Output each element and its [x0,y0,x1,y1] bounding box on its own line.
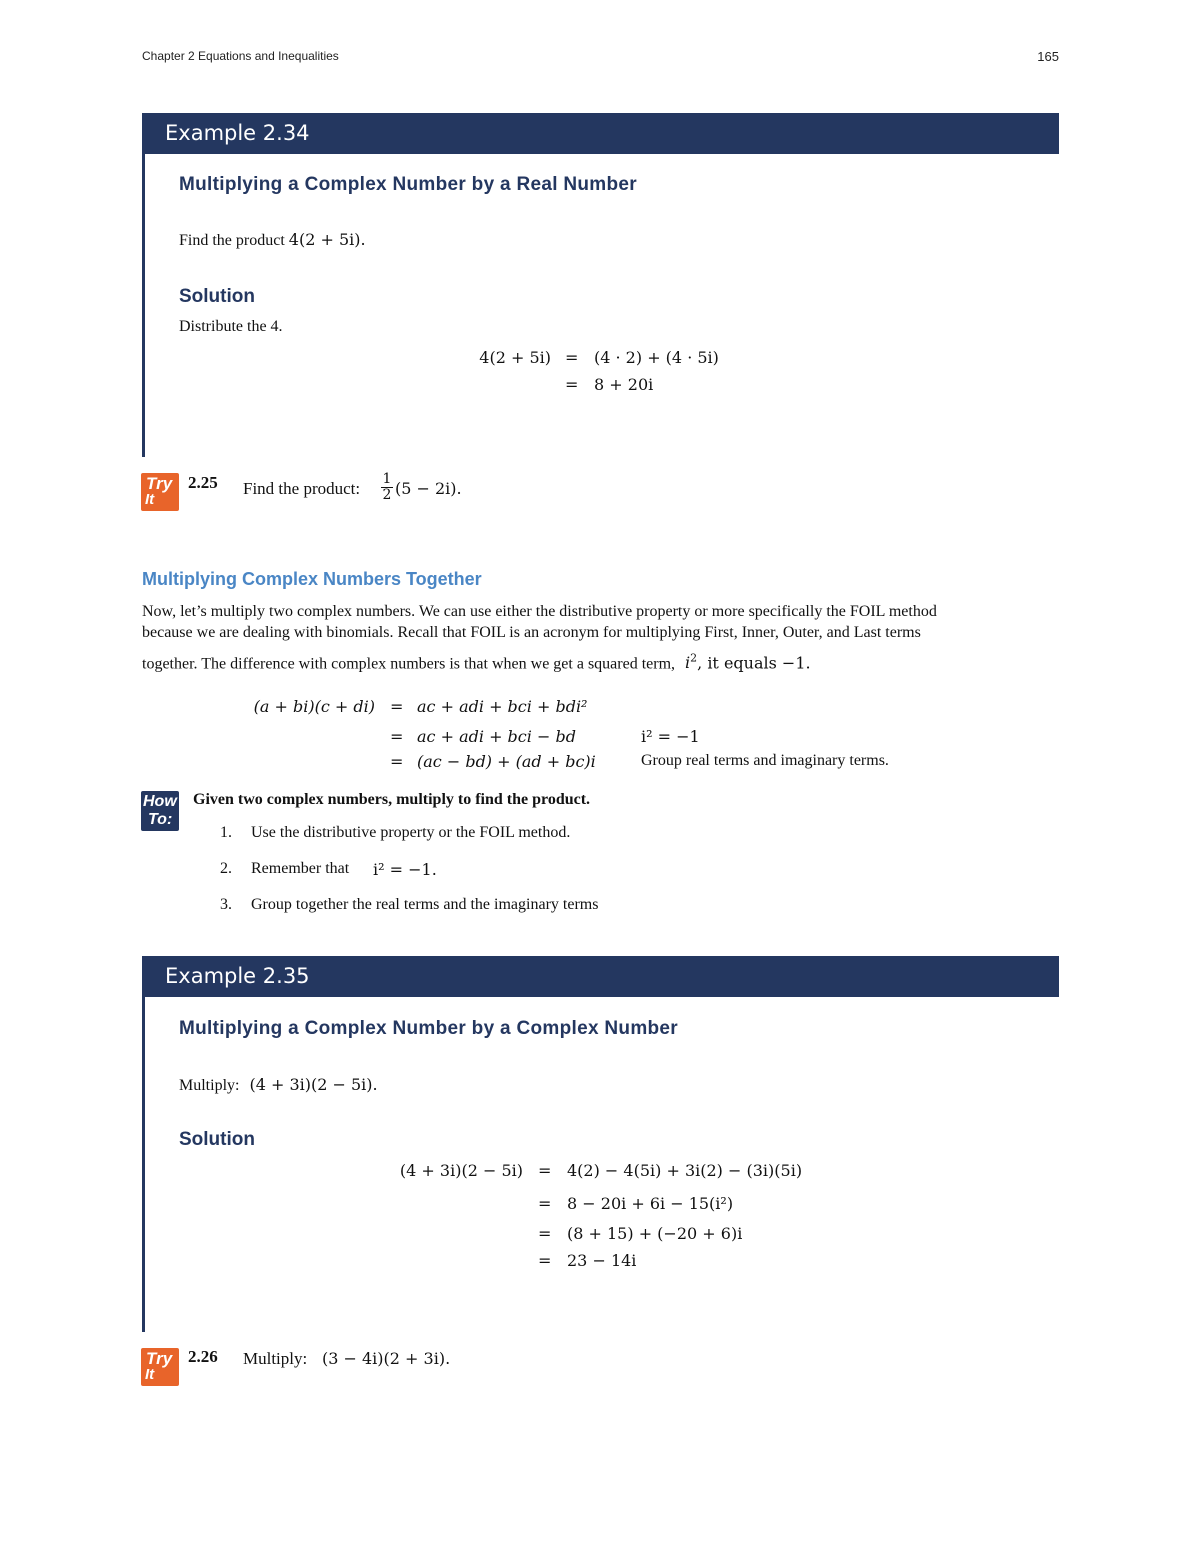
step-rhs: (8 + 15) + (−20 + 6)i [567,1224,743,1243]
paragraph-line: Now, let’s multiply two complex numbers. We can use either the distributive property or more specifically the FOIL method [142,603,937,620]
try-it-icon: Try It [141,1348,179,1386]
foil-note: Group real terms and imaginary terms. [641,752,889,769]
example-prompt [179,1075,378,1095]
try-it-text: Multiply: [243,1349,308,1368]
step-eq: = [538,1224,552,1243]
step-lhs: 4(2 + 5i) [479,348,551,367]
chapter-header: Chapter 2 Equations and Inequalities [142,49,339,63]
foil-eq: = [390,727,404,746]
fraction-numerator: 1 [382,471,392,487]
paragraph-line: together. The difference with complex numbers is that when we get a squared term, $i^2$, it equals −1. [142,652,811,673]
try-it-number: 2.26 [188,1347,218,1366]
example-side-rule [142,154,145,457]
step-rhs: (4 · 2) + (4 · 5i) [594,348,719,367]
try-it-icon: Try It [141,473,179,511]
example-prompt [179,230,366,250]
how-to-step-num: 1. [220,824,232,841]
example-title: Multiplying a Complex Number by a Real Number [179,174,637,195]
step-eq: = [565,348,579,367]
how-to-step-num: 3. [220,896,232,913]
step-eq: = [538,1161,552,1180]
prompt-text: Multiply: [179,1077,240,1094]
try-it-text: Find the product: [243,479,361,498]
solution-label: Solution [179,286,255,307]
example-side-rule [142,997,145,1332]
foil-rhs: (ac − bd) + (ad + bc)i [417,752,596,771]
prompt-math: 4(2 + 5i). [288,230,366,249]
how-to-step-math: i² = −1. [373,860,437,879]
solution-label: Solution [179,1129,255,1150]
section-heading: Multiplying Complex Numbers Together [142,569,482,589]
how-to-heading: Given two complex numbers, multiply to find the product. [193,791,591,808]
how-to-icon: How To: [141,791,179,831]
foil-note: i² = −1 [641,727,700,746]
paragraph-line: because we are dealing with binomials. Recall that FOIL is an acronym for multiplying First, Inner, Outer, and Last terms [142,624,921,641]
example-label: Example 2.34 [165,121,310,145]
foil-eq: = [390,752,404,771]
fraction-denominator: 2 [382,487,392,503]
how-to-step-text: Group together the real terms and the imaginary terms [251,896,599,913]
step-rhs: 23 − 14i [567,1251,637,1270]
page-number: 165 [1037,49,1059,64]
step-eq: = [565,375,579,394]
solution-text: Distribute the 4. [179,318,283,335]
step-rhs: 8 + 20i [594,375,654,394]
example-bar-2-35 [142,956,1059,997]
example-label: Example 2.35 [165,964,310,988]
try-it-math: (3 − 4i)(2 + 3i). [322,1349,451,1368]
prompt-text: Find the product [179,232,285,249]
example-bar-2-34 [142,113,1059,154]
foil-rhs: ac + adi + bci + bdi² [417,697,588,716]
fraction [381,472,393,503]
foil-lhs: (a + bi)(c + di) [253,697,375,716]
foil-rhs: ac + adi + bci − bd [417,727,576,746]
example-title: Multiplying a Complex Number by a Complex Number [179,1018,678,1039]
step-rhs: 4(2) − 4(5i) + 3i(2) − (3i)(5i) [567,1161,803,1180]
how-to-step-num: 2. [220,860,232,877]
step-rhs: 8 − 20i + 6i − 15(i²) [567,1194,734,1213]
foil-eq: = [390,697,404,716]
how-to-step-text: Use the distributive property or the FOIL method. [251,824,571,841]
how-to-step-text: Remember that [251,860,350,877]
try-it-math: (5 − 2i). [395,479,462,498]
step-lhs: (4 + 3i)(2 − 5i) [399,1161,523,1180]
step-eq: = [538,1251,552,1270]
try-it-number: 2.25 [188,473,218,492]
step-eq: = [538,1194,552,1213]
prompt-math: (4 + 3i)(2 − 5i). [249,1075,378,1094]
